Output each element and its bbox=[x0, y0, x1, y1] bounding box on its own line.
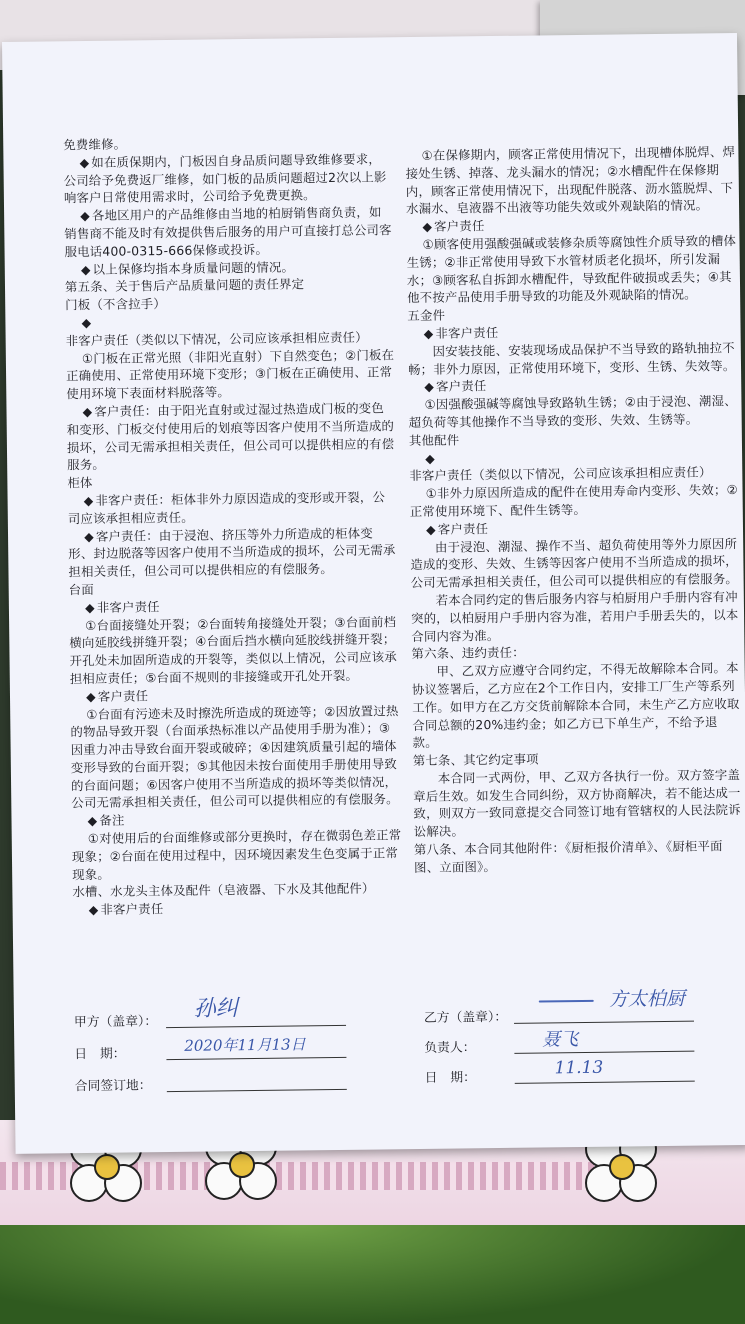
party-a-label: 甲方（盖章）： bbox=[73, 1014, 158, 1031]
party-b-line bbox=[514, 1020, 694, 1024]
paragraph: 免费维修。 bbox=[63, 136, 127, 153]
paragraph: ◆ 备注 bbox=[71, 808, 401, 830]
paragraph: ①台面接缝处开裂；②台面转角接缝处开裂；③台面前档横向延胶线拼缝开裂；④台面后挡水横向延胶线拼缝开裂；开孔处未加固所造成的开裂等，类似以上情况，公司应该承担相应责任；⑤台面不规则的非接缝或开孔处开裂。 bbox=[69, 613, 397, 687]
paragraph: 台面 bbox=[68, 581, 94, 598]
paragraph: ◆ 非客户责任 bbox=[407, 321, 737, 343]
paragraph: ◆ 非客户责任（类似以下情况，公司应该承担相应责任） bbox=[409, 446, 739, 486]
date-b-handwritten: 11.13 bbox=[554, 1057, 604, 1079]
paragraph: ①对使用后的台面维修或部分更换时，存在微弱色差正常现象；②台面在使用过程中，因环境因素发生色变属于正常现象。 bbox=[71, 827, 402, 882]
paragraph: 第五条、关于售后产品质量问题的责任界定 bbox=[64, 276, 305, 295]
contract-place-label: 合同签订地： bbox=[74, 1078, 152, 1095]
paragraph: 五金件 bbox=[407, 307, 446, 324]
party-a-line bbox=[166, 1024, 346, 1028]
paragraph: 第七条、其它约定事项 bbox=[412, 751, 539, 769]
paragraph: ◆ 客户责任 bbox=[408, 374, 738, 396]
paragraph: ◆ 客户责任 bbox=[70, 684, 400, 706]
paragraph: ◆ 各地区用户的产品维修由当地的柏厨销售商负责，如销售商不能及时有效提供售后服务的用户可直接打总公司客服电话400-0315-666保修或投诉。 bbox=[64, 203, 395, 260]
paragraph: 门板（不含拉手） bbox=[65, 296, 167, 313]
paragraph: 柜体 bbox=[67, 475, 93, 491]
paragraph: ◆ 客户责任 bbox=[406, 214, 736, 236]
paragraph: ①台面有污迹未及时擦洗所造成的斑迹等；②因放置过热的物品导致开裂（台面承热标准以产品使用手册为准）；③因重力冲击导致台面开裂或破碎；④因建筑质量引起的墙体变形导致的台面开裂；⑤其他因未按台面使用手册使用导致的台面问题；⑥因客户使用不当所造成的损坏等类似情况，公司无需承担相关责任，但公司可以提供相应的有偿服务。 bbox=[70, 702, 399, 811]
paragraph: ◆ 以上保修均指本身质量问题的情况。 bbox=[65, 257, 395, 279]
paragraph: ◆ 非客户责任 bbox=[73, 897, 403, 919]
paragraph: 第六条、违约责任： bbox=[411, 644, 525, 662]
place-line bbox=[167, 1088, 347, 1092]
paragraph: 甲、乙双方应遵守合同约定，不得无故解除本合同。本协议签署后，乙方应在2个工作日内，安排工厂生产等系列工作。如甲方在乙方交货前解除本合同，未生产乙方应收取合同总额的20%违约金；如乙方已下单生产，不给予退款。 bbox=[411, 660, 740, 751]
date-a-handwritten: 2020年11月13日 bbox=[184, 1035, 306, 1055]
paragraph: ◆ 客户责任：由于阳光直射或过湿过热造成门板的变色和变形、门板交付使用后的划痕等因客户使用不当所造成的损坏，公司无需承担相关责任，但公司可以提供相应的有偿服务。 bbox=[66, 399, 397, 474]
paragraph: 水槽、水龙头主体及配件（皂液器、下水及其他配件） bbox=[72, 880, 375, 900]
person-b-signature: 聂飞 bbox=[542, 1029, 579, 1051]
paragraph: ◆ 非客户责任（类似以下情况，公司应该承担相应责任） bbox=[65, 310, 395, 350]
right-column bbox=[405, 143, 744, 877]
party-b-label: 乙方（盖章）： bbox=[423, 1009, 508, 1026]
contract-page bbox=[2, 33, 745, 1154]
paragraph: 因安装技能、安装现场成品保护不当导致的路轨抽拉不畅；非外力原因，正常使用环境下，变形、生锈、失效等。 bbox=[407, 339, 736, 377]
date-a-line bbox=[166, 1056, 346, 1060]
date-b-line bbox=[515, 1080, 695, 1084]
paragraph: ◆ 非客户责任：柜体非外力原因造成的变形或开裂，公司应该承担相应责任。 bbox=[68, 488, 398, 528]
person-b-label: 负责人： bbox=[424, 1040, 476, 1056]
paragraph: ◆ 如在质保期内，门板因自身品质问题导致维修要求，公司给予免费返厂维修，如门板的品质问题超过2次以上影响客户日常使用需求时，公司给予免费更换。 bbox=[63, 150, 394, 207]
paragraph: 由于浸泡、潮湿、操作不当、超负荷使用等外力原因所造成的变形、失效、生锈等因客户使用不当所造成的损坏，公司无需承担相关责任，但公司可以提供相应的有偿服务。 bbox=[410, 535, 739, 591]
paragraph: 其他配件 bbox=[408, 432, 460, 448]
scribble-mark bbox=[539, 1000, 594, 1003]
paragraph: 若本合同约定的售后服务内容与柏厨用户手册内容有冲突的，以柏厨用户手册内容为准，若用户手册丢失的，以本合同内容为准。 bbox=[410, 588, 739, 644]
paragraph: 第八条、本合同其他附件：《厨柜报价清单》、《厨柜平面图、立面图》。 bbox=[413, 838, 723, 875]
paragraph: ①非外力原因所造成的配件在使用寿命内变形、失效；②正常使用环境下、配件生锈等。 bbox=[409, 482, 738, 519]
date-b-label: 日 期： bbox=[424, 1070, 476, 1086]
paragraph: ◆ 客户责任：由于浸泡、挤压等外力所造成的柜体变形、封边脱落等因客户使用不当所造成的损坏，公司无需承担相关责任，但公司可以提供相应的有偿服务。 bbox=[68, 524, 399, 581]
paragraph: ◆ 客户责任 bbox=[410, 517, 740, 539]
green-fabric bbox=[0, 1225, 745, 1324]
paragraph: ◆ 非客户责任 bbox=[69, 595, 399, 617]
party-a-signature: 孙纠 bbox=[193, 996, 238, 1022]
paragraph: 本合同一式两份，甲、乙双方各执行一份。双方签字盖章后生效。如发生合同纠纷，双方协商解决，若不能达成一致，则双方一致同意提交合同签订地有管辖权的人民法院诉讼解决。 bbox=[413, 766, 741, 840]
paragraph: ①在保修期内，顾客正常使用情况下，出现槽体脱焊、焊接处生锈、掉落、龙头漏水的情况；②水槽配件在保修期内，顾客正常使用情况下，出现配件脱落、沥水篮脱焊、下水漏水、皂液器不出液等功能失效或外观缺陷的情况。 bbox=[405, 144, 736, 217]
left-column bbox=[63, 132, 403, 919]
paragraph: ①门板在正常光照（非阳光直射）下自然变色；②门板在正确使用、正常使用环境下变形；③门板在正确使用、正常使用环境下表面材料脱落等。 bbox=[65, 346, 395, 402]
date-a-label: 日 期： bbox=[74, 1046, 126, 1063]
paragraph: ①因强酸强碱等腐蚀导致路轨生锈；②由于浸泡、潮湿、超负荷等其他操作不当导致的变形、失效、生锈等。 bbox=[408, 393, 737, 431]
party-b-signature: 方太柏厨 bbox=[608, 987, 685, 1011]
paragraph: ①顾客使用强酸强碱或装修杂质等腐蚀性介质导致的槽体生锈；②非正常使用导致下水管材质老化损坏，所引发漏水；③顾客私自拆卸水槽配件，导致配件破损或丢失；④其他不按产品使用手册导致的功能及外观缺陷的情况。 bbox=[406, 233, 737, 306]
